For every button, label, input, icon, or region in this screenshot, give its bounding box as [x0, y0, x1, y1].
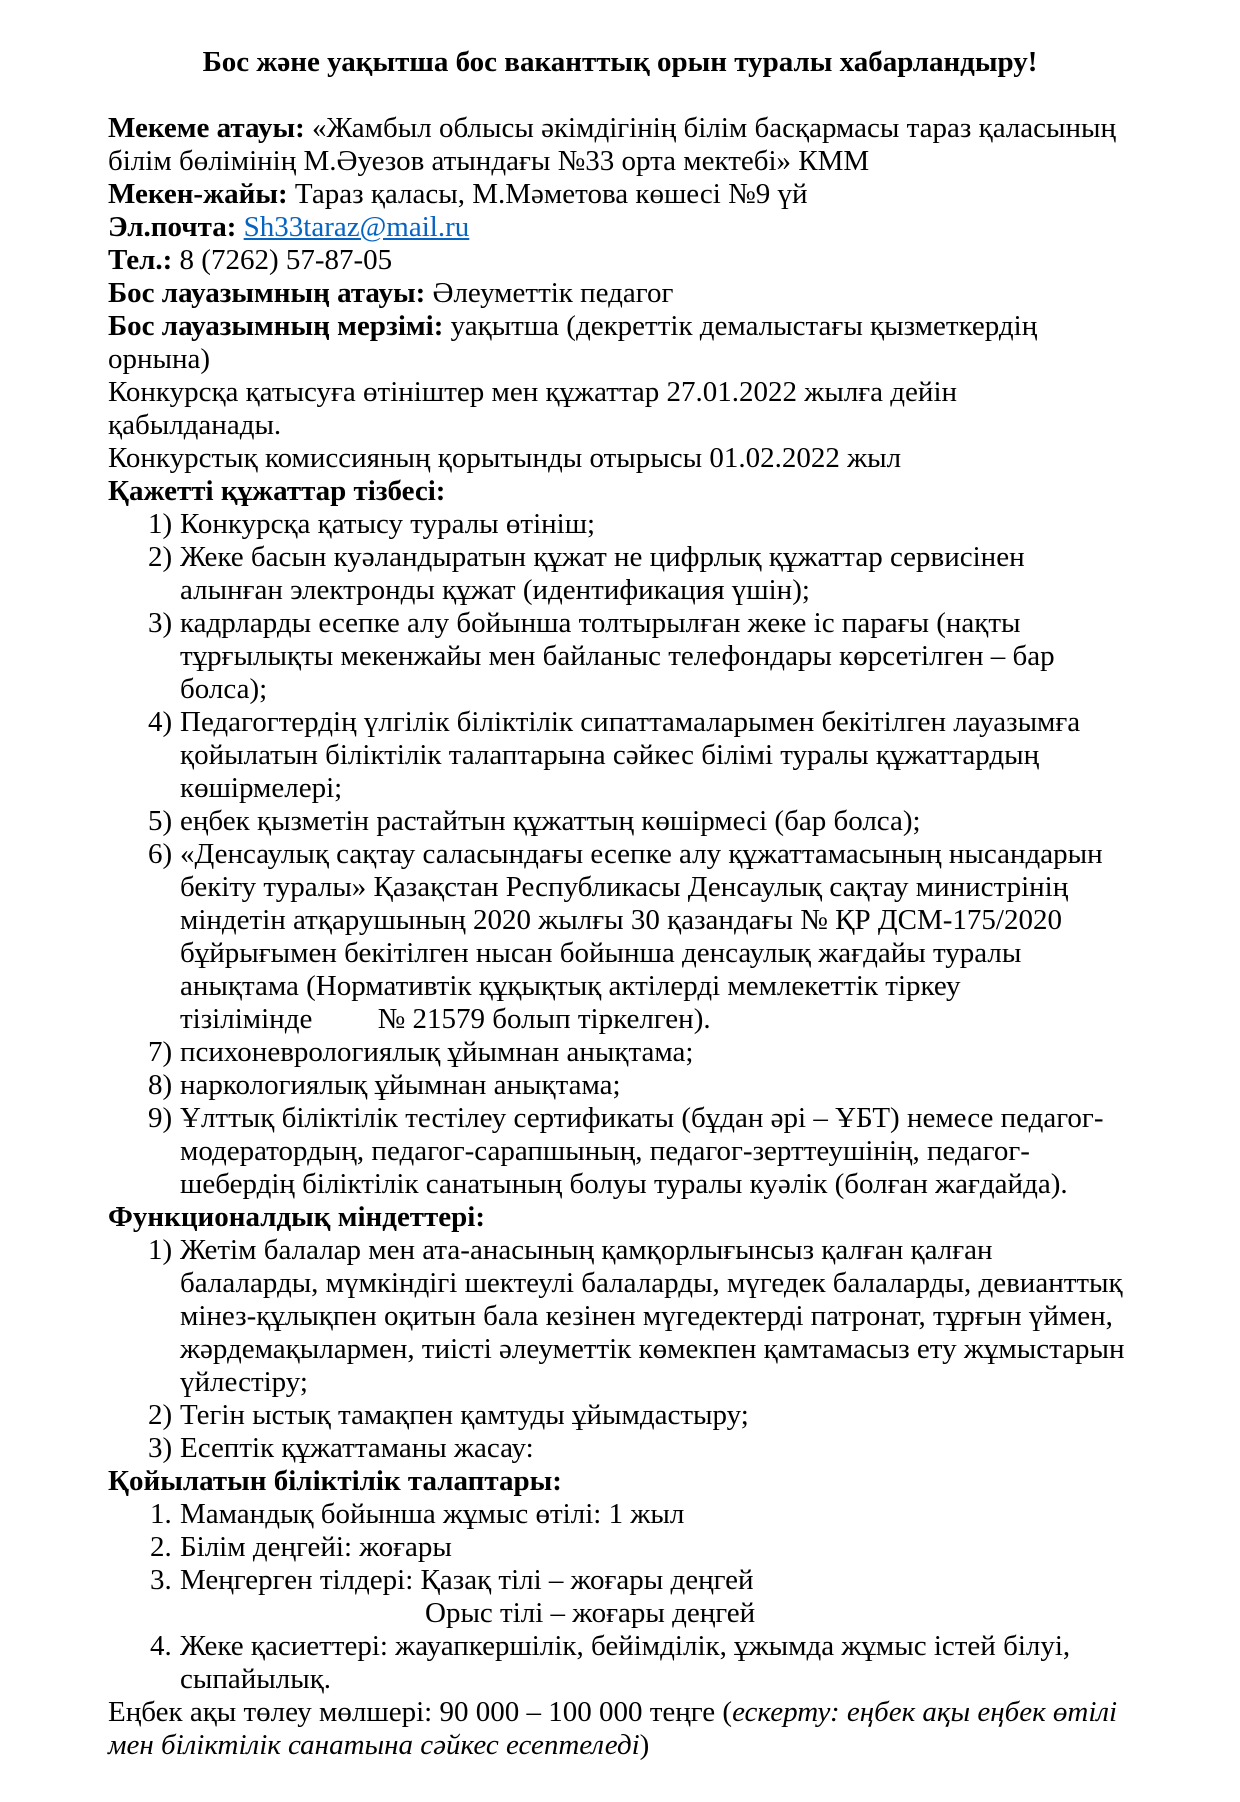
list-item-text: Жеке басын куәландыратын құжат не цифрлық құжаттар сервисінен алынған электронды құжат (идентификация үшін);	[180, 541, 1025, 606]
info-label: Бос лауазымның атауы:	[108, 277, 433, 309]
list-item	[108, 1564, 1132, 1630]
list-item-text: «Денсаулық сақтау саласындағы есепке алу құжаттамасының нысандарын бекіту туралы» Қазақстан Республикасы Денсаулық сақтау министрінің міндетін атқарушының 2020 жылғы 30 қазандағы № ҚР ДСМ-175/2020 бұйрығымен бекітілген нысан бойынша денсаулық жағдайы туралы анықтама (Нормативтік құқықтық актілерді мемлекеттік тіркеу тізілімінде № 21579 болып тіркелген).	[180, 838, 1103, 1035]
info-text: Конкурсқа қатысуға өтініштер мен құжаттар 27.01.2022 жылға дейін қабылданады.	[108, 376, 958, 441]
list-item-text: Есептік құжаттаманы жасау:	[180, 1432, 534, 1464]
list-item-text: Тегін ыстық тамақпен қамтуды ұйымдастыру;	[180, 1399, 749, 1431]
list-item-text: Мамандық бойынша жұмыс өтілі: 1 жыл	[180, 1498, 685, 1530]
info-line	[108, 277, 1132, 310]
list-item-text: Жеке қасиеттері: жауапкершілік, бейімділік, ұжымда жұмыс істей білуі, сыпайылық.	[180, 1630, 1071, 1695]
requirements-list	[108, 1498, 1132, 1696]
list-item-text: Ұлттық біліктілік тестілеу сертификаты (бұдан әрі – ҰБТ) немесе педагог-модератордың, педагог-сарапшының, педагог-зерттеушінің, педагог-шебердің біліктілік санатының болуы туралы куәлік (болған жағдайда).	[180, 1102, 1104, 1200]
list-item-text: Педагогтердің үлгілік біліктілік сипаттамаларымен бекітілген лауазымға қойылатын біліктілік талаптарына сәйкес білімі туралы құжаттардың көшірмелері;	[180, 706, 1081, 804]
info-label: Бос лауазымның мерзімі:	[108, 310, 451, 342]
info-label: Мекеме атауы:	[108, 112, 313, 144]
salary-paragraph	[108, 1696, 1132, 1762]
list-item	[108, 838, 1132, 1036]
list-item	[108, 706, 1132, 805]
info-label: Мекен-жайы:	[108, 178, 295, 210]
info-text: 8 (7262) 57-87-05	[179, 244, 393, 276]
list-item-text: психоневрологиялық ұйымнан анықтама;	[180, 1036, 694, 1068]
list-item	[108, 1036, 1132, 1069]
salary-close-paren: )	[639, 1729, 650, 1761]
required-docs-list	[108, 508, 1132, 1201]
info-block	[108, 112, 1132, 475]
list-item	[108, 607, 1132, 706]
required-docs-heading: Қажетті құжаттар тізбесі:	[108, 475, 446, 507]
list-item-text: Конкурсқа қатысу туралы өтініш;	[180, 508, 596, 540]
list-item	[108, 1498, 1132, 1531]
info-text: уақытша (декреттік демалыстағы қызметкердің орнына)	[108, 310, 1038, 375]
list-item	[108, 1531, 1132, 1564]
list-item	[108, 1432, 1132, 1465]
list-item-text: Білім деңгейі: жоғары	[180, 1531, 452, 1563]
list-item-text: Жетім балалар мен ата-анасының қамқорлығынсыз қалған қалған балаларды, мүмкіндігі шектеулі балаларды, мүгедек балаларды, девианттық мінез-құлықпен оқитын бала кезінен мүгедектерді патронат, тұрғын үймен, жәрдемақылармен, тиісті әлеуметтік көмекпен қамтамасыз ету жұмыстарын үйлестіру;	[180, 1234, 1125, 1398]
list-item-text: кадрларды есепке алу бойынша толтырылған жеке іс парағы (нақты тұрғылықты мекенжайы мен байланыс телефондары көрсетілген – бар болса);	[180, 607, 1055, 705]
info-line	[108, 310, 1132, 376]
list-item-text: еңбек қызметін растайтын құжаттың көшірмесі (бар болса);	[180, 805, 921, 837]
page-title: Бос және уақытша бос ваканттық орын туралы хабарландыру!	[202, 46, 1038, 78]
info-line	[108, 244, 1132, 277]
info-text: Конкурстық комиссияның қорытынды отырысы 01.02.2022 жыл	[108, 442, 902, 474]
list-item	[108, 805, 1132, 838]
salary-text: Еңбек ақы төлеу мөлшері: 90 000 – 100 000 теңге (	[108, 1696, 733, 1728]
list-item	[108, 541, 1132, 607]
info-text: Тараз қаласы, М.Мәметова көшесі №9 үй	[294, 178, 808, 210]
list-item	[108, 1234, 1132, 1399]
list-item	[108, 1102, 1132, 1201]
list-item-second-line: Орыс тілі – жоғары деңгей	[425, 1597, 756, 1629]
list-item	[108, 1069, 1132, 1102]
info-label: Эл.почта:	[108, 211, 244, 243]
info-line	[108, 112, 1132, 178]
list-item	[108, 1630, 1132, 1696]
list-item-text: Меңгерген тілдері: Қазақ тілі – жоғары деңгей	[180, 1564, 754, 1596]
info-line	[108, 211, 1132, 244]
duties-heading: Функционалдық міндеттері:	[108, 1201, 486, 1233]
list-item-text: наркологиялық ұйымнан анықтама;	[180, 1069, 621, 1101]
info-line	[108, 442, 1132, 475]
duties-list	[108, 1234, 1132, 1465]
info-line	[108, 178, 1132, 211]
email-link[interactable]: Sh33taraz@mail.ru	[243, 211, 470, 243]
info-line	[108, 376, 1132, 442]
info-text: Әлеуметтік педагог	[432, 277, 674, 309]
salary-note-italic: ескерту: еңбек ақы еңбек өтілі мен біліктілік санатына сәйкес есептеледі	[108, 1696, 1118, 1761]
list-item	[108, 1399, 1132, 1432]
info-text: «Жамбыл облысы әкімдігінің білім басқармасы тараз қаласының білім бөлімінің М.Әуезов атындағы №33 орта мектебі» КММ	[108, 112, 1117, 177]
requirements-heading: Қойылатын біліктілік талаптары:	[108, 1465, 562, 1497]
info-label: Тел.:	[108, 244, 180, 276]
list-item	[108, 508, 1132, 541]
